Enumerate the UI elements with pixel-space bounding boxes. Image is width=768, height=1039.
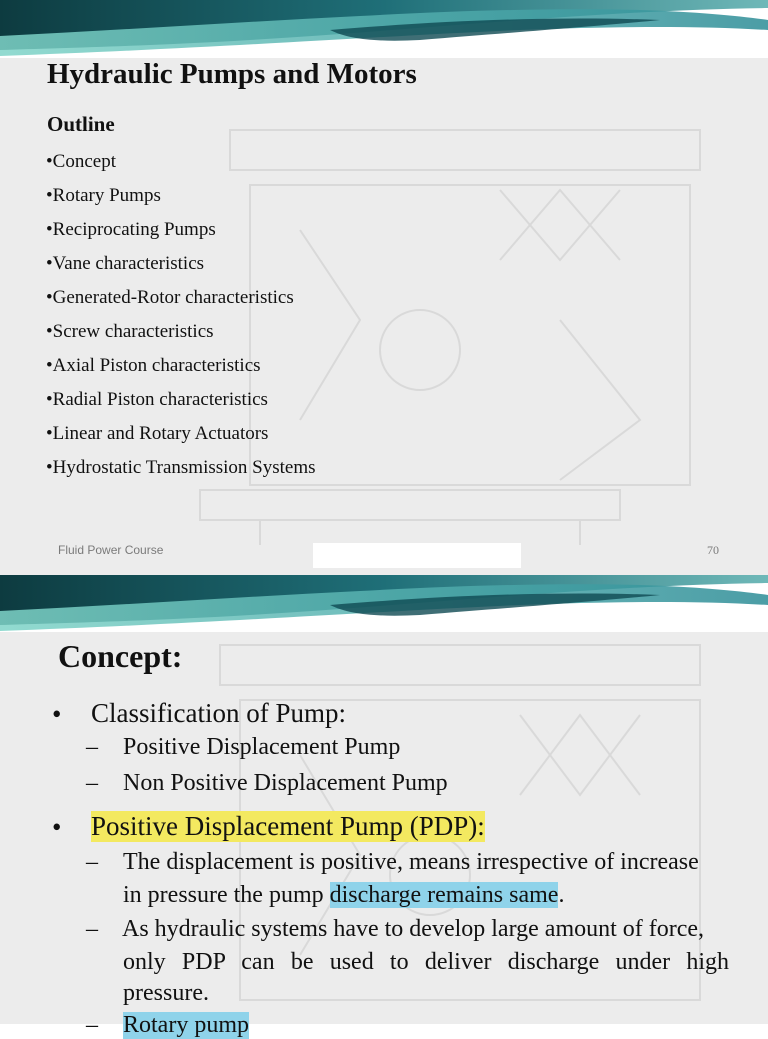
list-item: •Screw characteristics [46, 321, 214, 342]
classification-heading: Classification of Pump: [91, 698, 346, 728]
list-item: •Linear and Rotary Actuators [46, 423, 269, 444]
pdp-point-text: As hydraulic systems have to develop large amount of force, [122, 916, 705, 942]
slide-title: Hydraulic Pumps and Motors [47, 58, 417, 90]
rotary-pump-item: Rotary pump [123, 1012, 249, 1038]
list-item: •Rotary Pumps [46, 185, 161, 206]
pdp-point-text-part: in pressure the pump [123, 882, 330, 908]
dash-marker: – [86, 1012, 98, 1038]
outline-list [46, 148, 316, 488]
list-item: •Radial Piston characteristics [46, 389, 268, 410]
pdp-point-text [123, 882, 564, 909]
bullet-marker: • [52, 699, 62, 729]
outline-heading: Outline [47, 112, 115, 136]
slide-concept [0, 575, 768, 1038]
pdp-point-text: The displacement is positive, means irrespective of increase [123, 849, 699, 875]
wave-banner [0, 0, 768, 58]
highlighted-phrase: discharge remains same [329, 882, 559, 908]
bullet-marker: • [52, 812, 62, 842]
pdp-point-text-part: . [558, 882, 565, 908]
pdp-point-text: only PDP can be used to deliver discharge under high [123, 949, 729, 975]
dash-marker: – [86, 770, 98, 796]
dash-marker: – [86, 916, 98, 942]
slide-body [0, 575, 768, 1038]
pdp-point-text: pressure. [123, 980, 209, 1006]
dash-marker: – [86, 849, 98, 875]
list-item: •Generated-Rotor characteristics [46, 287, 294, 308]
list-item: •Axial Piston characteristics [46, 355, 261, 376]
classification-item: Non Positive Displacement Pump [123, 770, 448, 796]
list-item: •Concept [46, 151, 116, 172]
slide-title: Concept: [58, 638, 183, 674]
list-item: •Reciprocating Pumps [46, 219, 216, 240]
pdp-heading: Positive Displacement Pump (PDP): [91, 811, 485, 841]
page-number: 70 [707, 543, 719, 557]
dash-marker: – [86, 734, 98, 760]
footer-course-name: Fluid Power Course [58, 543, 164, 557]
classification-item: Positive Displacement Pump [123, 734, 401, 760]
list-item: •Hydrostatic Transmission Systems [46, 457, 316, 478]
list-item: •Vane characteristics [46, 253, 205, 274]
redacted-box [313, 543, 521, 568]
